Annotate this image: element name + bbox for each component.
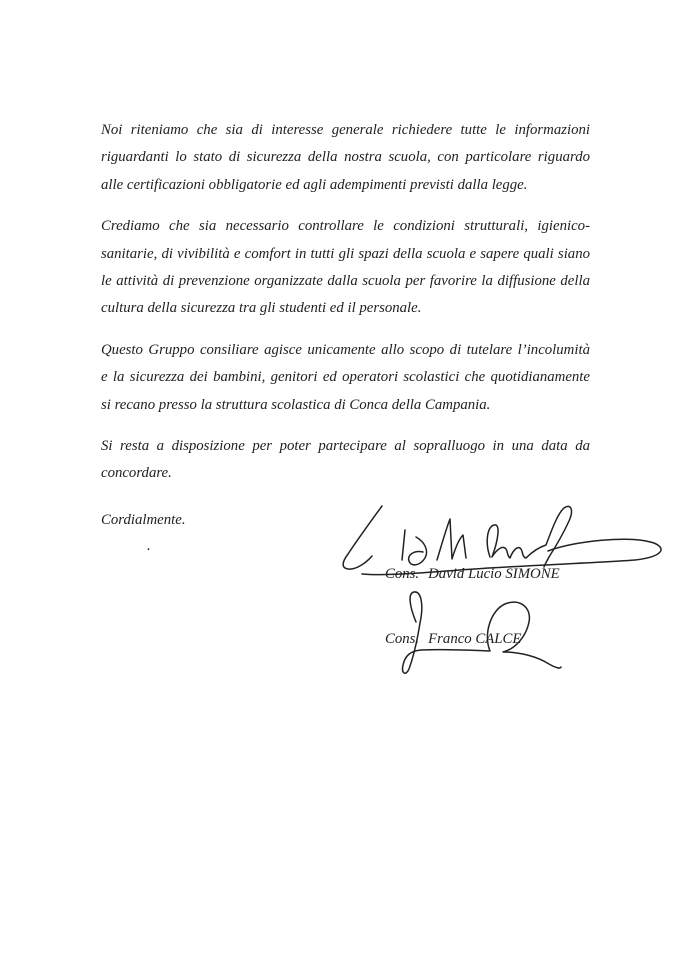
paragraph-line: le attività di prevenzione organizzate dalla scuola per favorire la diffusione della <box>101 273 590 290</box>
paragraph-line: Si resta a disposizione per poter partecipare al sopralluogo in una data da <box>101 438 590 455</box>
stray-mark: . <box>147 538 151 554</box>
closing-salutation: Cordialmente. <box>101 512 186 528</box>
letter-body <box>101 117 590 502</box>
signatory-title: Cons. <box>385 566 420 582</box>
paragraph-line: alle certificazioni obbligatorie ed agli adempimenti previsti dalla legge. <box>101 176 528 193</box>
paragraph <box>101 117 590 199</box>
paragraph-line: riguardanti lo stato di sicurezza della nostra scuola, con particolare riguardo <box>101 149 590 166</box>
signatory-name: David Lucio SIMONE <box>428 566 560 582</box>
paragraph-line: Questo Gruppo consiliare agisce unicamente allo scopo di tutelare l’incolumità <box>101 341 590 358</box>
paragraph-line: sanitarie, di vivibilità e comfort in tutti gli spazi della scuola e sapere quali siano <box>101 245 590 262</box>
paragraph-line: si recano presso la struttura scolastica di Conca della Campania. <box>101 396 491 413</box>
paragraph-line: cultura della sicurezza tra gli studenti ed il personale. <box>101 300 422 317</box>
paragraph <box>101 337 590 419</box>
signatory-name: Franco CALCE <box>428 631 522 647</box>
paragraph-line: Noi riteniamo che sia di interesse generale richiedere tutte le informazioni <box>101 122 590 138</box>
paragraph-line: e la sicurezza dei bambini, genitori ed operatori scolastici che quotidianamente <box>101 369 590 386</box>
paragraph <box>101 433 590 488</box>
signature-line-calce <box>385 629 521 649</box>
paragraph <box>101 213 590 323</box>
signature-line-simone <box>385 564 560 584</box>
paragraph-line: Crediamo che sia necessario controllare le condizioni strutturali, igienico- <box>101 218 590 235</box>
paragraph-line: concordare. <box>101 465 172 482</box>
signatory-title: Cons. <box>385 631 420 647</box>
